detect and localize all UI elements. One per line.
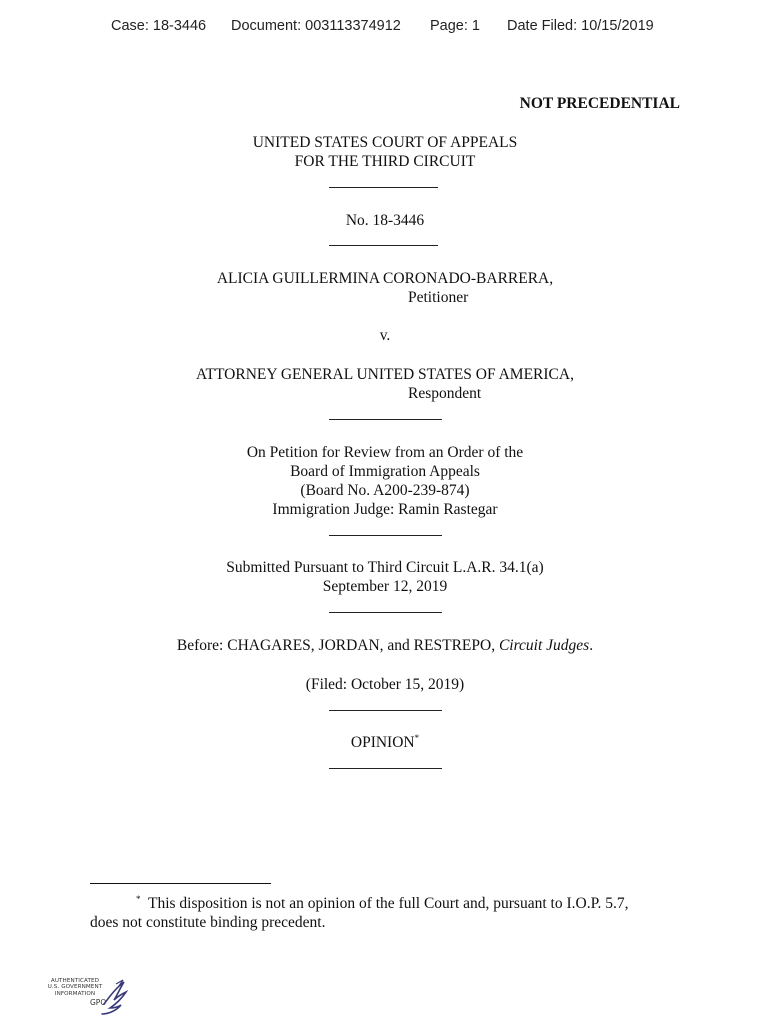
case-number: No. 18-3446 bbox=[345, 212, 425, 229]
logo-text-line1: AUTHENTICATED bbox=[50, 978, 100, 984]
header-date-filed: Date Filed: 10/15/2019 bbox=[507, 18, 654, 34]
gpo-authentication-logo bbox=[44, 974, 128, 1018]
footnote-line1 bbox=[136, 894, 628, 913]
respondent-name: ATTORNEY GENERAL UNITED STATES OF AMERICA, bbox=[196, 366, 574, 383]
respondent-role: Respondent bbox=[408, 385, 482, 402]
divider-rule bbox=[329, 187, 438, 188]
footnote-separator bbox=[90, 883, 271, 884]
submitted-line1: Submitted Pursuant to Third Circuit L.A.R. 34.1(a) bbox=[226, 559, 544, 576]
logo-text-line3: INFORMATION bbox=[54, 990, 96, 997]
logo-gpo-text: GPO bbox=[90, 998, 107, 1007]
logo-text-line2: U.S. GOVERNMENT bbox=[47, 984, 103, 991]
panel-judges-title: Circuit Judges bbox=[498, 637, 590, 654]
opinion-footnote-marker: * bbox=[414, 732, 420, 743]
panel-judges bbox=[0, 636, 770, 655]
footnote-marker: * bbox=[136, 893, 141, 904]
opinion-label: OPINION bbox=[350, 734, 415, 751]
court-name-line1: UNITED STATES COURT OF APPEALS bbox=[252, 134, 518, 151]
divider-rule bbox=[329, 612, 442, 613]
header-page-number: Page: 1 bbox=[430, 18, 480, 34]
header-case-number: Case: 18-3446 bbox=[111, 18, 207, 34]
petition-line1: On Petition for Review from an Order of the bbox=[246, 444, 524, 461]
filed-date: (Filed: October 15, 2019) bbox=[305, 676, 465, 693]
header-document-number: Document: 003113374912 bbox=[231, 18, 401, 34]
panel-judges-period: . bbox=[589, 637, 594, 654]
versus: v. bbox=[379, 327, 391, 344]
divider-rule bbox=[329, 710, 442, 711]
submitted-date: September 12, 2019 bbox=[322, 578, 448, 595]
footnote-text-line1: This disposition is not an opinion of the full Court and, pursuant to I.O.P. 5.7, bbox=[147, 895, 629, 912]
precedential-status: NOT PRECEDENTIAL bbox=[519, 95, 680, 112]
board-number: (Board No. A200-239-874) bbox=[300, 482, 470, 499]
divider-rule bbox=[329, 768, 442, 769]
panel-judges-names: Before: CHAGARES, JORDAN, and RESTREPO, bbox=[176, 637, 499, 654]
opinion-heading bbox=[0, 733, 770, 752]
divider-rule bbox=[329, 535, 442, 536]
immigration-judge: Immigration Judge: Ramin Rastegar bbox=[272, 501, 498, 518]
petitioner-name: ALICIA GUILLERMINA CORONADO-BARRERA, bbox=[216, 270, 554, 287]
divider-rule bbox=[329, 245, 438, 246]
petition-line2: Board of Immigration Appeals bbox=[290, 463, 480, 480]
divider-rule bbox=[329, 419, 442, 420]
eagle-icon bbox=[44, 974, 128, 1018]
petitioner-role: Petitioner bbox=[408, 289, 469, 306]
court-name-line2: FOR THE THIRD CIRCUIT bbox=[294, 153, 476, 170]
footnote-line2: does not constitute binding precedent. bbox=[90, 914, 326, 931]
